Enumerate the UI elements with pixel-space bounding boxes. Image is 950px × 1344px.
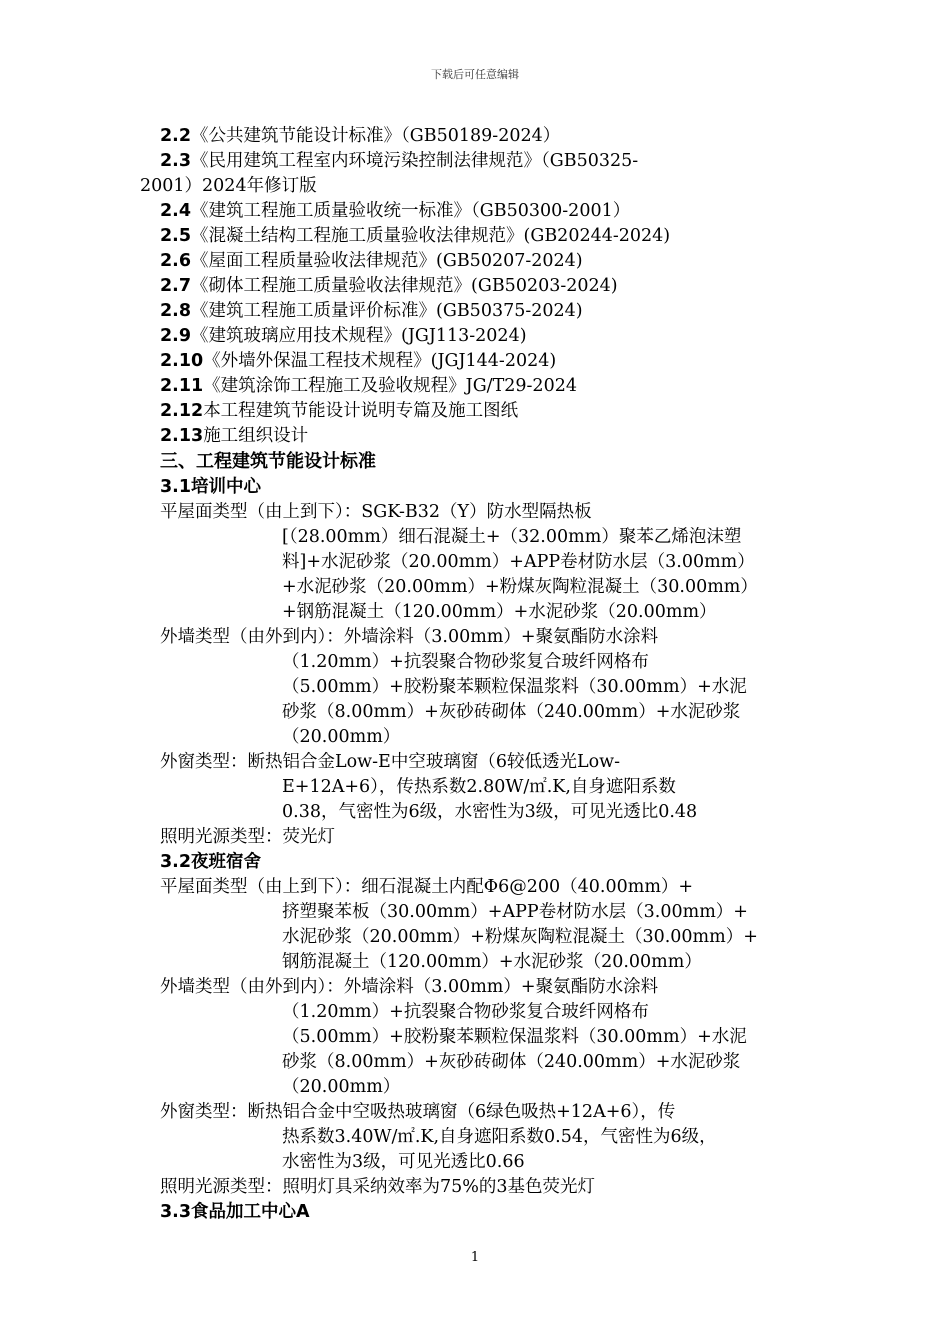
ref-text: 《建筑工程施工质量评价标准》(GB50375-2024)	[191, 301, 583, 321]
ref-item	[160, 199, 820, 224]
wall-type-value: （1.20mm）+抗裂聚合物砂浆复合玻纤网格布	[282, 1002, 649, 1022]
wall-type-value: 外墙涂料（3.00mm）+聚氨酯防水涂料	[343, 627, 659, 647]
wall-type-value: （20.00mm）	[282, 727, 401, 747]
ref-item	[160, 424, 820, 449]
ref-text: 本工程建筑节能设计说明专篇及施工图纸	[203, 401, 519, 421]
ref-item-continued: 2001）2024年修订版	[140, 176, 317, 196]
ref-number: 2.8	[160, 301, 192, 321]
light-type-label: 照明光源类型：	[160, 827, 283, 847]
ref-item	[160, 224, 820, 249]
window-type-value: E+12A+6），传热系数2.80W/㎡.K,自身遮阳系数	[282, 777, 676, 797]
roof-type-label: 平屋面类型（由上到下）：	[160, 502, 362, 522]
section-3-title: 三、工程建筑节能设计标准	[160, 451, 376, 472]
ref-text: 《建筑涂饰工程施工及验收规程》JG/T29-2024	[203, 376, 577, 396]
subsection-3-3-title: 3.3食品加工中心A	[160, 1202, 310, 1222]
light-type-value: 荧光灯	[282, 827, 335, 847]
wall-type-3-2	[160, 975, 820, 1100]
ref-number: 2.12	[160, 401, 204, 421]
ref-text: 《外墙外保温工程技术规程》(JGJ144-2024)	[203, 351, 557, 371]
light-type-3-2	[160, 1175, 820, 1200]
wall-type-value: （1.20mm）+抗裂聚合物砂浆复合玻纤网格布	[282, 652, 649, 672]
roof-type-3-2	[160, 875, 820, 975]
document-body	[140, 124, 820, 1225]
light-type-value: 照明灯具采纳效率为75%的3基色荧光灯	[282, 1177, 596, 1197]
ref-number: 2.11	[160, 376, 204, 396]
header-note: 下载后可任意编辑	[431, 68, 519, 81]
wall-type-value: 外墙涂料（3.00mm）+聚氨酯防水涂料	[343, 977, 659, 997]
ref-text: 《屋面工程质量验收法律规范》(GB50207-2024)	[191, 251, 583, 271]
ref-text: 《建筑工程施工质量验收统一标准》（GB50300-2001）	[191, 201, 631, 221]
ref-number: 2.4	[160, 201, 192, 221]
wall-type-label: 外墙类型（由外到内）：	[160, 627, 344, 647]
ref-item	[160, 299, 820, 324]
window-type-label: 外窗类型：	[160, 1102, 248, 1122]
roof-type-value: 挤塑聚苯板（30.00mm）+APP卷材防水层（3.00mm）+	[282, 902, 748, 922]
ref-number: 2.7	[160, 276, 192, 296]
roof-type-value: SGK-B32（Y）防水型隔热板	[361, 502, 592, 522]
ref-number: 2.9	[160, 326, 192, 346]
roof-type-value: +水泥砂浆（20.00mm）+粉煤灰陶粒混凝土（30.00mm）	[282, 577, 758, 597]
ref-item	[160, 249, 820, 274]
light-type-3-1	[160, 825, 820, 850]
ref-number: 2.10	[160, 351, 204, 371]
ref-number: 2.5	[160, 226, 192, 246]
ref-number: 2.13	[160, 426, 204, 446]
roof-type-value: 水泥砂浆（20.00mm）+粉煤灰陶粒混凝土（30.00mm）+	[282, 927, 758, 947]
wall-type-value: 砂浆（8.00mm）+灰砂砖砌体（240.00mm）+水泥砂浆	[282, 702, 741, 722]
wall-type-value: （5.00mm）+胶粉聚苯颗粒保温浆料（30.00mm）+水泥	[282, 677, 747, 697]
ref-item	[160, 124, 820, 149]
wall-type-value: 砂浆（8.00mm）+灰砂砖砌体（240.00mm）+水泥砂浆	[282, 1052, 741, 1072]
wall-type-value: （20.00mm）	[282, 1077, 401, 1097]
references-list	[140, 124, 820, 449]
window-type-value: 断热铝合金中空吸热玻璃窗（6绿色吸热+12A+6），传	[247, 1102, 676, 1122]
roof-type-value: +钢筋混凝土（120.00mm）+水泥砂浆（20.00mm）	[282, 602, 717, 622]
wall-type-3-1	[160, 625, 820, 750]
roof-type-value: 细石混凝土内配Φ6@200（40.00mm）+	[361, 877, 694, 897]
ref-number: 2.2	[160, 126, 192, 146]
ref-item	[160, 324, 820, 349]
ref-item	[160, 399, 820, 424]
window-type-label: 外窗类型：	[160, 752, 248, 772]
roof-type-3-1	[160, 500, 820, 625]
subsection-3-2-title: 3.2夜班宿舍	[160, 852, 262, 872]
window-type-value: 热系数3.40W/㎡.K,自身遮阳系数0.54，气密性为6级，	[282, 1127, 717, 1147]
window-type-3-2	[160, 1100, 820, 1175]
ref-item	[160, 349, 820, 374]
wall-type-label: 外墙类型（由外到内）：	[160, 977, 344, 997]
roof-type-value: [（28.00mm）细石混凝土+（32.00mm）聚苯乙烯泡沫塑	[282, 527, 742, 547]
window-type-value: 水密性为3级，可见光透比0.66	[282, 1152, 525, 1172]
light-type-label: 照明光源类型：	[160, 1177, 283, 1197]
wall-type-value: （5.00mm）+胶粉聚苯颗粒保温浆料（30.00mm）+水泥	[282, 1027, 747, 1047]
ref-number: 2.3	[160, 151, 192, 171]
roof-type-label: 平屋面类型（由上到下）：	[160, 877, 362, 897]
page-number: 1	[470, 1250, 480, 1265]
ref-text: 施工组织设计	[203, 426, 309, 446]
ref-item	[160, 374, 820, 399]
roof-type-value: 料]+水泥砂浆（20.00mm）+APP卷材防水层（3.00mm）	[282, 552, 755, 572]
ref-item	[160, 274, 820, 299]
subsection-3-1-title: 3.1培训中心	[160, 477, 262, 497]
ref-item	[160, 149, 820, 174]
ref-number: 2.6	[160, 251, 192, 271]
window-type-3-1	[160, 750, 820, 825]
ref-text: 《砌体工程施工质量验收法律规范》(GB50203-2024)	[191, 276, 618, 296]
window-type-value: 0.38，气密性为6级，水密性为3级，可见光透比0.48	[282, 802, 698, 822]
ref-text: 《混凝土结构工程施工质量验收法律规范》(GB20244-2024)	[191, 226, 671, 246]
ref-text: 《建筑玻璃应用技术规程》(JGJ113-2024)	[191, 326, 527, 346]
window-type-value: 断热铝合金Low-E中空玻璃窗（6较低透光Low-	[247, 752, 621, 772]
ref-text: 《民用建筑工程室内环境污染控制法律规范》（GB50325-	[191, 151, 639, 171]
roof-type-value: 钢筋混凝土（120.00mm）+水泥砂浆（20.00mm）	[282, 952, 702, 972]
ref-text: 《公共建筑节能设计标准》（GB50189-2024）	[191, 126, 561, 146]
